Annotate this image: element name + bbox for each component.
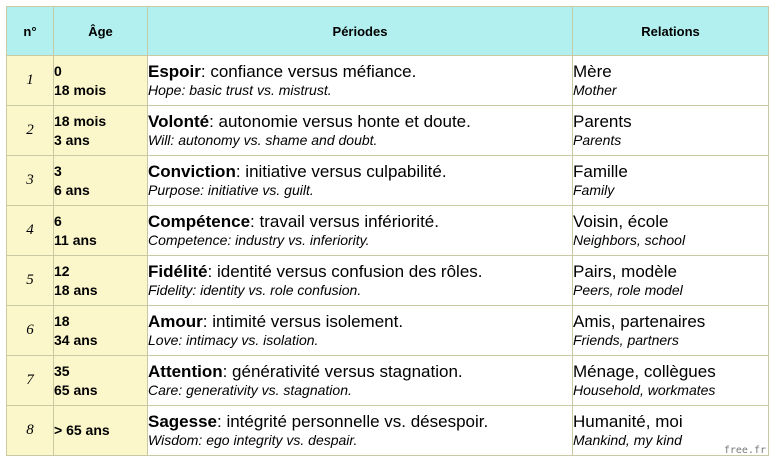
table-row <box>7 306 769 356</box>
header-relations: Relations <box>573 7 769 56</box>
stage-relations <box>573 256 769 306</box>
age-from: 18 mois <box>54 112 107 129</box>
watermark: free.fr <box>723 445 766 456</box>
relations-en: Household, workmates <box>573 382 716 398</box>
period-en: Purpose: initiative vs. guilt. <box>148 182 314 198</box>
relations-fr: Ménage, collègues <box>573 362 716 381</box>
period-fr <box>148 112 572 132</box>
relations-fr: Humanité, moi <box>573 412 683 431</box>
header-periods: Périodes <box>148 7 573 56</box>
age-from: 12 <box>54 262 70 279</box>
period-fr-text: : initiative versus culpabilité. <box>235 162 447 181</box>
table-row <box>7 56 769 106</box>
stage-age <box>54 256 148 306</box>
stage-number: 4 <box>7 206 54 256</box>
relations-en: Parents <box>573 132 622 148</box>
relations-fr: Parents <box>573 112 632 131</box>
stage-number: 7 <box>7 356 54 406</box>
period-fr <box>148 362 572 382</box>
header-num: n° <box>7 7 54 56</box>
period-en: Competence: industry vs. inferiority. <box>148 232 370 248</box>
relations-en: Mankind, my kind <box>573 432 682 448</box>
virtue-label: Fidélité <box>148 262 208 281</box>
period-fr-text: : intégrité personnelle vs. désespoir. <box>217 412 489 431</box>
virtue-label: Attention <box>148 362 223 381</box>
age-from: 3 <box>54 162 62 179</box>
period-fr <box>148 212 572 232</box>
stage-age <box>54 406 148 456</box>
stage-relations <box>573 206 769 256</box>
age-to: 18 ans <box>54 281 98 298</box>
virtue-label: Sagesse <box>148 412 217 431</box>
age-from: 18 <box>54 312 70 329</box>
period-fr-text: : travail versus infériorité. <box>250 212 439 231</box>
period-en: Love: intimacy vs. isolation. <box>148 332 319 348</box>
relations-fr: Amis, partenaires <box>573 312 706 331</box>
stage-age <box>54 156 148 206</box>
stage-number: 8 <box>7 406 54 456</box>
stage-age <box>54 306 148 356</box>
virtue-label: Amour <box>148 312 203 331</box>
stage-relations <box>573 106 769 156</box>
stage-age <box>54 106 148 156</box>
age-to: 65 ans <box>54 381 98 398</box>
stage-relations <box>573 56 769 106</box>
relations-fr: Voisin, école <box>573 212 669 231</box>
stage-number: 2 <box>7 106 54 156</box>
stage-period <box>148 406 573 456</box>
period-fr <box>148 412 572 432</box>
age-from: 6 <box>54 212 62 229</box>
table-row <box>7 356 769 406</box>
relations-fr: Pairs, modèle <box>573 262 677 281</box>
table-row <box>7 106 769 156</box>
period-en: Will: autonomy vs. shame and doubt. <box>148 132 378 148</box>
relations-en: Family <box>573 182 615 198</box>
header-age: Âge <box>54 7 148 56</box>
stage-period <box>148 306 573 356</box>
erikson-stages-table <box>6 6 769 456</box>
age-from: > 65 ans <box>54 422 110 438</box>
virtue-label: Conviction <box>148 162 236 181</box>
period-en: Wisdom: ego integrity vs. despair. <box>148 432 358 448</box>
stage-number: 5 <box>7 256 54 306</box>
stage-relations <box>573 356 769 406</box>
period-fr-text: : identité versus confusion des rôles. <box>207 262 483 281</box>
stage-relations <box>573 156 769 206</box>
period-fr-text: : confiance versus méfiance. <box>200 62 417 81</box>
relations-fr: Mère <box>573 62 612 81</box>
virtue-label: Compétence <box>148 212 251 231</box>
stage-number: 6 <box>7 306 54 356</box>
age-from: 0 <box>54 62 62 79</box>
age-from: 35 <box>54 362 70 379</box>
age-to: 3 ans <box>54 131 90 148</box>
virtue-label: Espoir <box>148 62 201 81</box>
stage-period <box>148 56 573 106</box>
stage-period <box>148 356 573 406</box>
table-row <box>7 206 769 256</box>
stage-period <box>148 206 573 256</box>
stage-period <box>148 256 573 306</box>
stage-age <box>54 206 148 256</box>
relations-en: Friends, partners <box>573 332 679 348</box>
age-to: 34 ans <box>54 331 98 348</box>
period-fr-text: : autonomie versus honte et doute. <box>209 112 471 131</box>
stage-number: 3 <box>7 156 54 206</box>
stage-period <box>148 156 573 206</box>
stage-period <box>148 106 573 156</box>
period-fr-text: : intimité versus isolement. <box>202 312 404 331</box>
stage-age <box>54 356 148 406</box>
age-to: 6 ans <box>54 181 90 198</box>
period-en: Hope: basic trust vs. mistrust. <box>148 82 332 98</box>
table-row <box>7 406 769 456</box>
period-fr <box>148 162 572 182</box>
period-en: Fidelity: identity vs. role confusion. <box>148 282 362 298</box>
age-to: 18 mois <box>54 81 107 98</box>
relations-en: Neighbors, school <box>573 232 686 248</box>
period-fr <box>148 62 572 82</box>
header-row <box>7 7 769 56</box>
relations-en: Peers, role model <box>573 282 683 298</box>
table-row <box>7 256 769 306</box>
stage-relations <box>573 306 769 356</box>
age-to: 11 ans <box>54 231 97 248</box>
period-fr-text: : générativité versus stagnation. <box>222 362 463 381</box>
relations-en: Mother <box>573 82 617 98</box>
virtue-label: Volonté <box>148 112 210 131</box>
table-row <box>7 156 769 206</box>
stage-number: 1 <box>7 56 54 106</box>
period-fr <box>148 262 572 282</box>
period-en: Care: generativity vs. stagnation. <box>148 382 352 398</box>
relations-fr: Famille <box>573 162 628 181</box>
stage-age <box>54 56 148 106</box>
period-fr <box>148 312 572 332</box>
